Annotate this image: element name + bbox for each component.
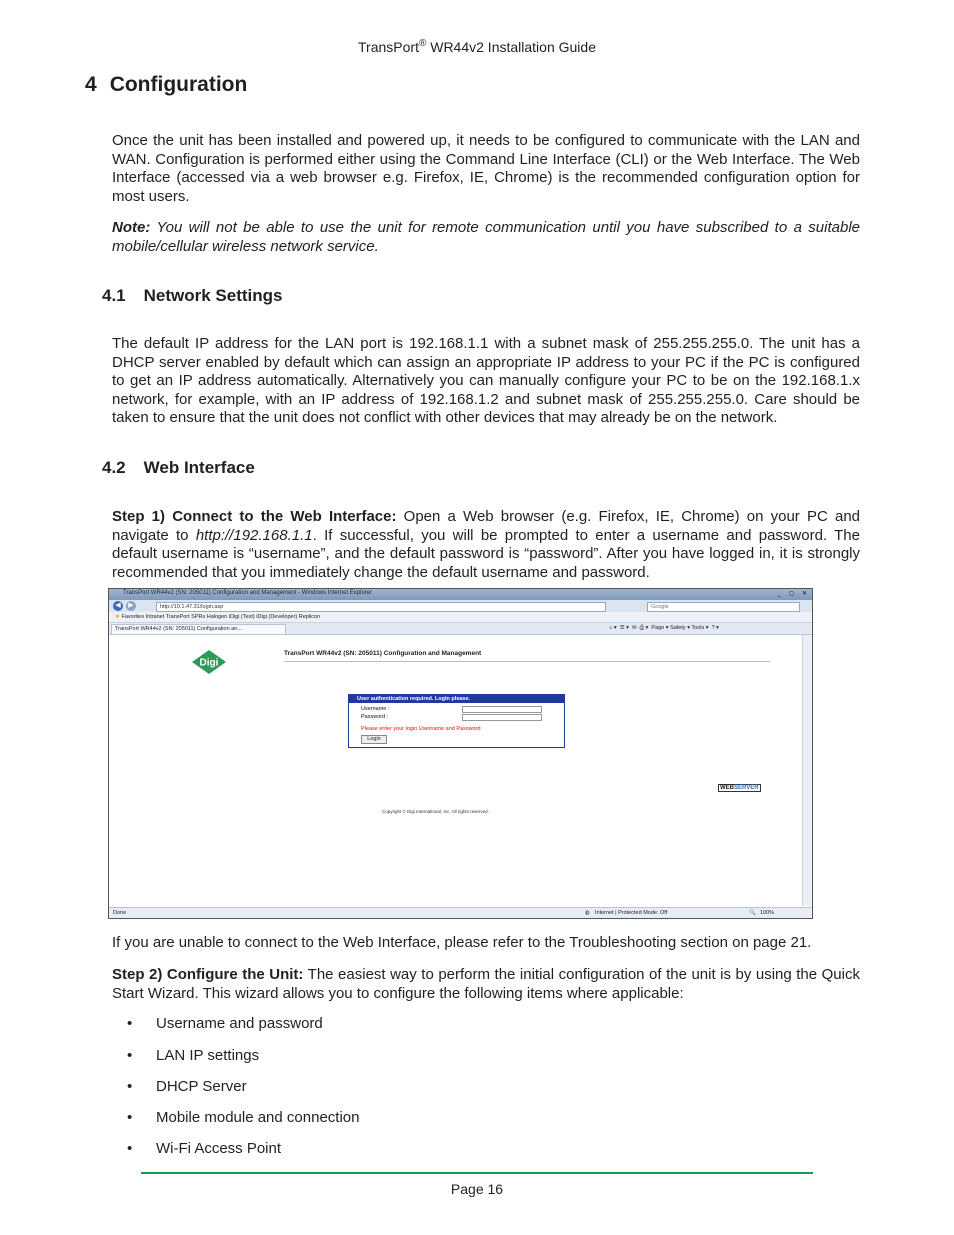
browser-address-bar <box>109 600 812 612</box>
page-number: Page 16 <box>450 1181 504 1197</box>
list-item-text: LAN IP settings <box>156 1047 260 1064</box>
list-item-text: Wi-Fi Access Point <box>156 1140 282 1157</box>
favorites-bar <box>109 612 812 623</box>
router-url: http://192.168.1.1 <box>195 526 313 544</box>
browser-window-title: TransPort WR44v2 (SN: 205011) Configuration and Management - Windows Internet Explorer <box>123 590 373 596</box>
feeds-icon: ☰ ▾ <box>619 625 629 631</box>
step-1-text-b: . If successful, you will be prompted to enter a username and password. The default username is “username”, and the default password is “password”. After you have logged in, it is strongly recommended that you immediately change the default username and password. <box>112 526 860 581</box>
login-page-screenshot <box>108 588 813 919</box>
bullet-icon: • <box>127 1078 133 1095</box>
section-4-1-number: 4.1 <box>102 286 126 305</box>
router-copyright: Copyright © Digi International, Inc. All rights reserved. <box>382 809 489 814</box>
section-4-2-title: Web Interface <box>143 458 255 477</box>
forward-icon: ▶ <box>126 601 136 611</box>
list-item <box>127 1140 281 1157</box>
login-box <box>348 694 565 748</box>
window-controls-icon: _ ▢ ✕ <box>777 591 810 597</box>
step-2-text: The easiest way to perform the initial configuration of the unit is by using the Quick Start Wizard. This wizard allows you to configure the following items where applicable: <box>112 966 860 1002</box>
section-4-1-title: Network Settings <box>143 286 283 305</box>
list-item-text: Mobile module and connection <box>156 1109 360 1126</box>
username-label: Username : <box>361 706 390 712</box>
status-done: Done <box>113 910 127 916</box>
section-4-2-number: 4.2 <box>102 458 126 477</box>
section-4-number: 4 <box>85 73 97 96</box>
note-paragraph <box>112 219 860 256</box>
list-item <box>127 1047 259 1064</box>
browser-scrollbar <box>802 635 812 906</box>
section-4-title: Configuration <box>109 73 248 96</box>
note-text: You will not be able to use the unit for remote communication until you have subscribed to a suitable mobile/cellular wireless network service. <box>112 219 860 255</box>
back-icon: ◀ <box>113 601 123 611</box>
step-1-text-a: Open a Web browser (e.g. Firefox, IE, Chrome) on your PC and navigate to <box>112 508 861 544</box>
webserver-badge <box>718 784 761 792</box>
step-1-label: Step 1) Connect to the Web Interface: <box>112 508 397 525</box>
browser-title-bar <box>109 589 812 600</box>
star-icon: ★ <box>115 614 120 620</box>
login-error: Please enter your login Username and Password <box>361 726 481 732</box>
status-zoom: 100% <box>760 910 775 916</box>
help-icon: ? ▾ <box>711 625 719 631</box>
digi-logo-text: Digi <box>199 657 219 669</box>
header-product: TransPort <box>358 39 419 55</box>
address-field: http://10.1.47.31/login.asp <box>156 602 606 612</box>
list-item <box>127 1109 359 1126</box>
password-label: Password : <box>361 714 389 720</box>
section-4-2-heading <box>102 458 255 478</box>
zoom-icon: 🔍 <box>749 910 756 916</box>
mail-icon: ✉ <box>631 625 637 631</box>
command-menus: Page ▾ Safety ▾ Tools ▾ <box>651 625 709 631</box>
digi-logo <box>191 649 227 675</box>
list-item-text: Username and password <box>156 1015 323 1032</box>
step-2-paragraph <box>112 966 860 1003</box>
webserver-web: WEB <box>720 785 734 791</box>
print-icon: ⎙ ▾ <box>639 625 649 631</box>
browser-content <box>111 635 801 906</box>
list-item-text: DHCP Server <box>156 1078 247 1095</box>
header-rest: WR44v2 Installation Guide <box>426 39 596 55</box>
browser-tab-bar <box>109 623 812 635</box>
login-header: User authentication required. Login please. <box>349 695 564 703</box>
bullet-icon: • <box>127 1015 133 1032</box>
network-paragraph: The default IP address for the LAN port is 192.168.1.1 with a subnet mask of 255.255.255.0. The unit has a DHCP server enabled by default which can assign an appropriate IP address to your PC if the PC is configured to get an IP address automatically. Alternatively you can manually configure your PC to be on the 192.168.1.x network, for example, with an IP address of 192.168.1.2 and subnet mask of 255.255.255.0. Care should be taken to ensure that the unit does not conflict with other devices that may already be on the network. <box>112 335 860 427</box>
bullet-icon: • <box>127 1047 133 1064</box>
unable-paragraph: If you are unable to connect to the Web Interface, please refer to the Troubleshooting section on page 21. <box>112 934 812 951</box>
list-item <box>127 1078 247 1095</box>
status-zone: Internet | Protected Mode: Off <box>595 910 668 916</box>
browser-status-bar <box>109 907 812 918</box>
favorites-links: Favorites Intranet TransPort SPRs Halogen iDigi (Test) iDigi (Developer) Replicon <box>121 614 321 620</box>
section-4-1-heading <box>102 286 283 306</box>
username-input <box>462 706 542 713</box>
running-header <box>0 38 954 55</box>
browser-tab: TransPort WR44v2 (SN: 205011) Configuration an... <box>111 624 286 635</box>
globe-icon: ◍ <box>585 910 590 916</box>
webserver-server: SERVER <box>734 785 759 791</box>
search-field: Google <box>647 602 800 612</box>
command-bar <box>609 624 719 633</box>
list-item <box>127 1015 323 1032</box>
section-4-heading <box>85 73 247 97</box>
router-page-title: TransPort WR44v2 (SN: 205011) Configuration and Management <box>284 650 482 657</box>
home-icon: ⌂ ▾ <box>609 625 617 631</box>
note-label: Note: <box>112 219 151 236</box>
title-rule <box>284 661 770 662</box>
login-button: Login <box>361 735 387 744</box>
password-input <box>462 714 542 721</box>
intro-paragraph: Once the unit has been installed and powered up, it needs to be configured to communicate with the LAN and WAN. Configuration is performed either using the Command Line Interface (CLI) or the Web Interface. The Web Interface (accessed via a web browser e.g. Firefox, IE, Chrome) is the recommended configuration option for most users. <box>112 132 860 205</box>
bullet-icon: • <box>127 1109 133 1126</box>
step-2-label: Step 2) Configure the Unit: <box>112 966 304 983</box>
bullet-icon: • <box>127 1140 133 1157</box>
step-1-paragraph <box>112 508 860 582</box>
footer-rule <box>141 1172 813 1174</box>
header-reg: ® <box>418 38 427 49</box>
